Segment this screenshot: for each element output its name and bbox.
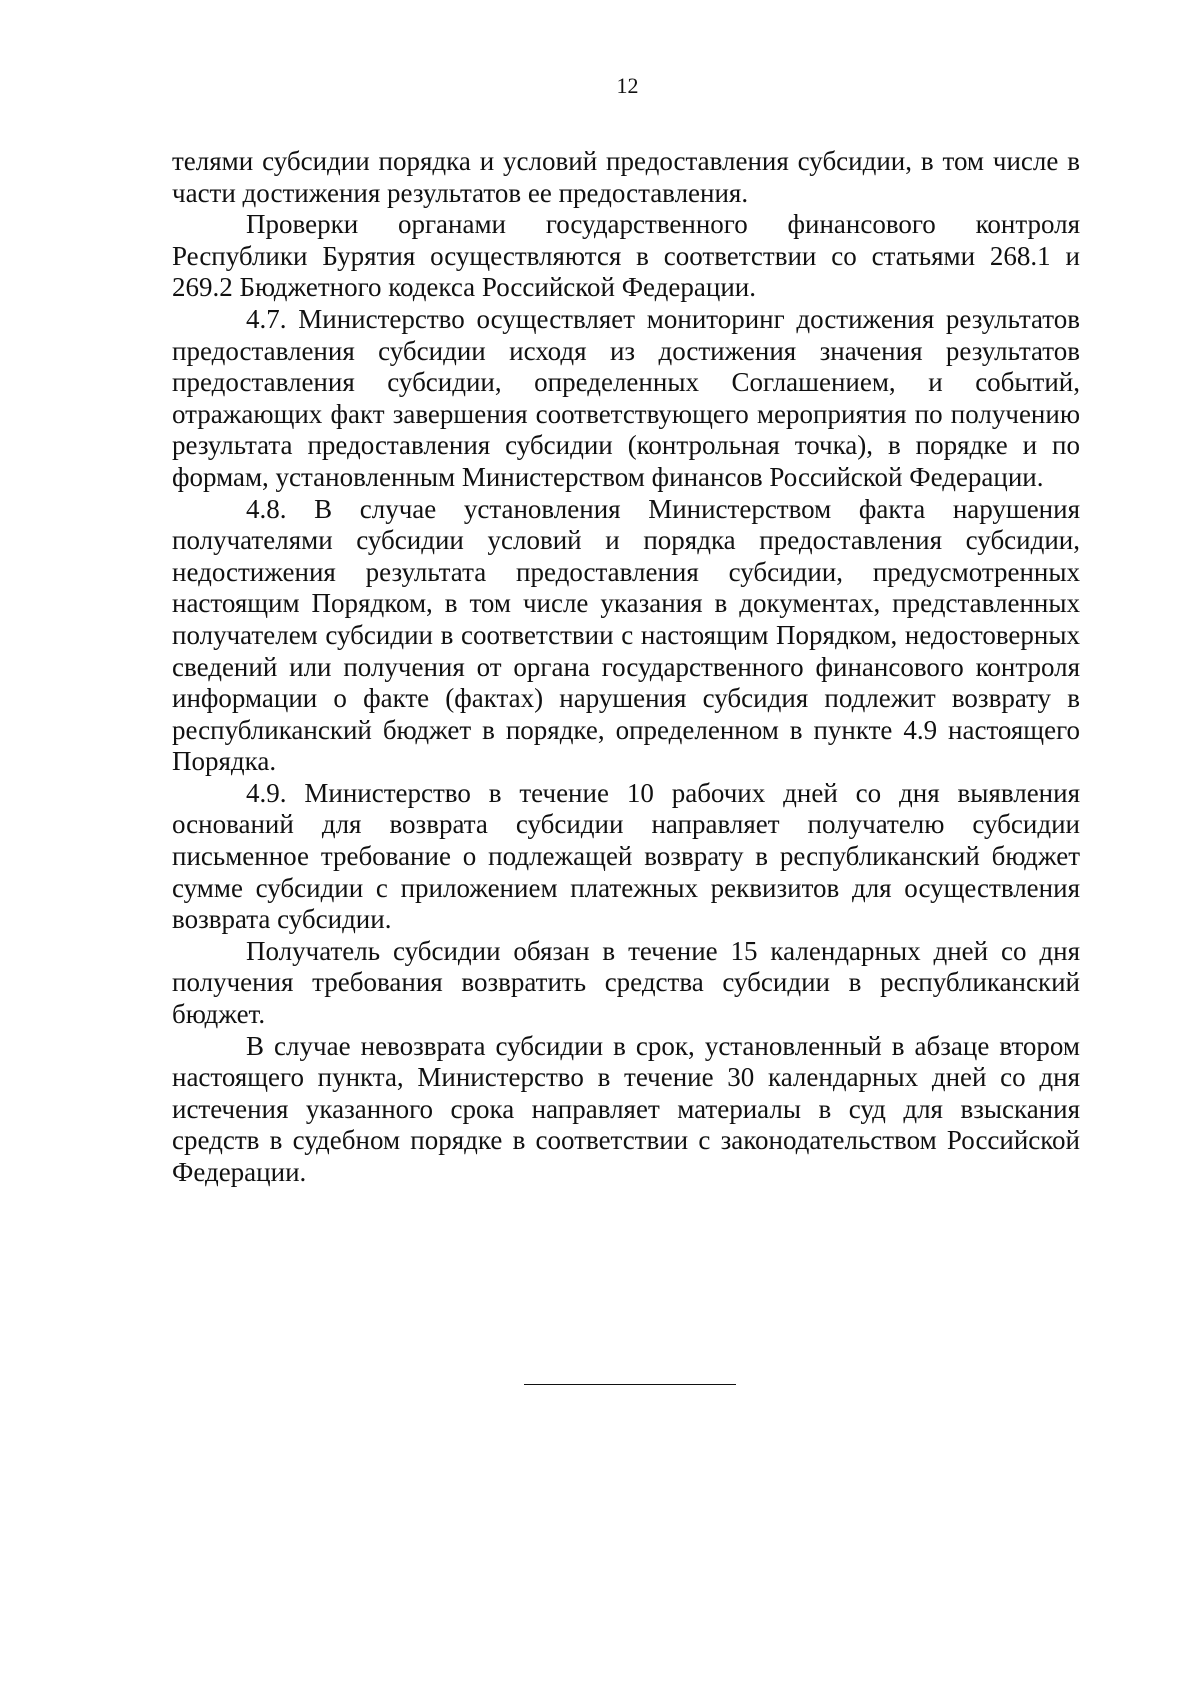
- paragraph-continuation: телями субсидии порядка и условий предоставления субсидии, в том числе в части достижения результатов ее предоставления.: [172, 146, 1080, 208]
- paragraph-recipient-obligation: Получатель субсидии обязан в течение 15 календарных дней со дня получения требования возвратить средства субсидии в республиканский бюджет.: [172, 935, 1080, 1030]
- paragraph-4-7: 4.7. Министерство осуществляет мониторинг достижения результатов предоставления субсидии исходя из достижения значения результатов предоставления субсидии, определенных Соглашением, и событий, отражающих факт завершения соответствующего мероприятия по получению результата предоставления субсидии (контрольная точка), в порядке и по формам, установленным Министерством финансов Российской Федерации.: [172, 303, 1080, 492]
- page-number: 12: [616, 73, 639, 98]
- paragraph-non-return: В случае невозврата субсидии в срок, установленный в абзаце втором настоящего пункта, Министерство в течение 30 календарных дней со дня истечения указанного срока направляет материалы в суд для взыскания средств в судебном порядке в соответствии с законодательством Российской Федерации.: [172, 1030, 1080, 1187]
- document-body: [172, 146, 1080, 1189]
- paragraph-4-9: 4.9. Министерство в течение 10 рабочих дней со дня выявления оснований для возврата субсидии направляет получателю субсидии письменное требование о подлежащей возврату в республиканский бюджет сумме субсидии с приложением платежных реквизитов для осуществления возврата субсидии.: [172, 777, 1080, 935]
- end-separator-line: [524, 1384, 736, 1385]
- paragraph-inspections: Проверки органами государственного финансового контроля Республики Бурятия осуществляются в соответствии со статьями 268.1 и 269.2 Бюджетного кодекса Российской Федерации.: [172, 209, 1080, 303]
- paragraph-4-8: 4.8. В случае установления Министерством факта нарушения получателями субсидии условий и порядка предоставления субсидии, недостижения результата предоставления субсидии, предусмотренных настоящим Порядком, в том числе указания в документах, представленных получателем субсидии в соответствии с настоящим Порядком, недостоверных сведений или получения от органа государственного финансового контроля информации о факте (фактах) нарушения субсидия подлежит возврату в республиканский бюджет в порядке, определенном в пункте 4.9 настоящего Порядка.: [172, 493, 1080, 777]
